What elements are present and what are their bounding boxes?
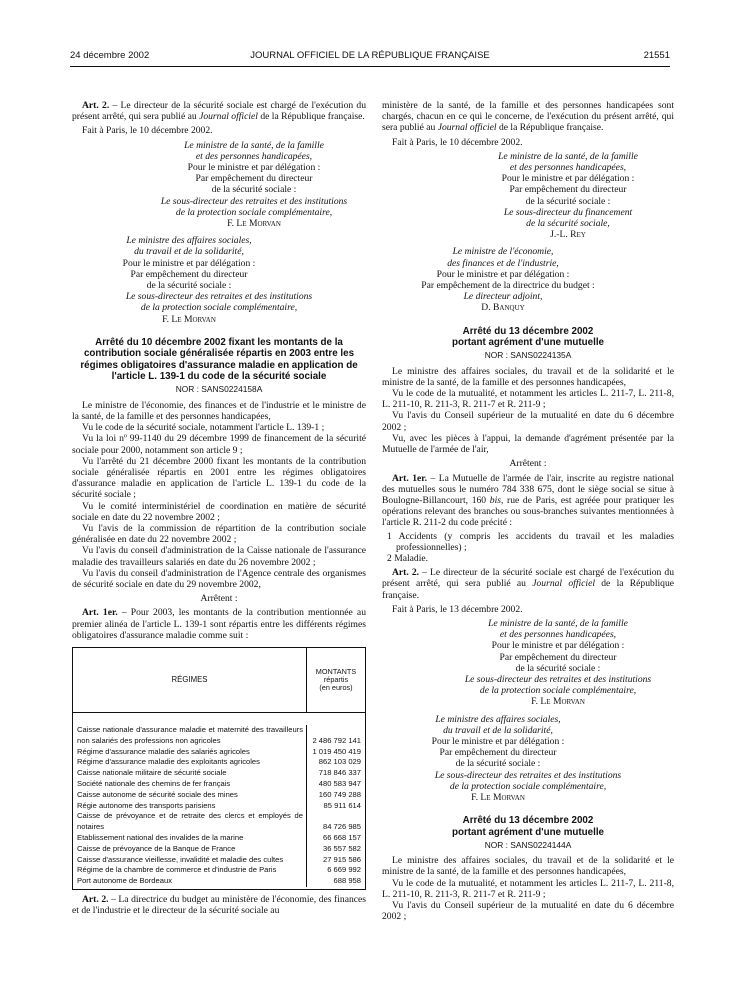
signature-line: de la sécurité sociale : (146, 280, 232, 292)
signature-line: Le sous-directeur des retraites et des institutions (125, 291, 313, 303)
signature-line: Le ministre de l'économie, (452, 246, 554, 258)
article-label: Art. 2. (82, 893, 109, 905)
signature-line: Le sous-directeur des retraites et des institutions (434, 769, 622, 781)
regime-amount: 85 911 614 (323, 800, 361, 810)
nor-reference: NOR : SANS0224158A (175, 384, 263, 395)
signature-line: Pour le ministre et par délégation : (491, 640, 625, 652)
regime-label: Caisse d'assurance vieillesse, invalidité et maladie des cultes (73, 855, 307, 866)
arrete-title: Arrêté du 13 décembre 2002 (462, 815, 594, 827)
header-date: 24 décembre 2002 (70, 50, 150, 61)
preamble-paragraph: Vu l'avis du conseil d'administration de la Caisse nationale de l'assurance maladie des travailleurs salariés en date du 26 novembre 2002 ; (72, 545, 366, 568)
column-header-line: répartis (323, 674, 349, 684)
signatory-name: D. Banquy (481, 302, 525, 314)
preamble-paragraph: Vu l'avis de la commission de répartition de la contribution sociale généralisée en date du 22 novembre 2002 ; (72, 522, 366, 546)
article-1-paragraph (72, 607, 366, 641)
signature-line: de la sécurité sociale : (211, 184, 297, 196)
table-row (73, 876, 365, 887)
regime-label: Régime d'assurance maladie des salariés agricoles (73, 747, 307, 758)
article-text: – Le directeur de la sécurité sociale est chargé de l'exécution du présent arrêté, qui sera publié au (382, 567, 674, 590)
signing-date: Fait à Paris, le 10 décembre 2002. (82, 125, 213, 137)
arretent-heading: Arrêtent : (509, 458, 547, 470)
preamble-paragraph: Vu le comité interministériel de coordination en matière de sécurité sociale en date du 22 novembre 2002 ; (72, 500, 366, 523)
signature-line: de la protection sociale complémentaire, (140, 302, 298, 314)
header-journal-title: JOURNAL OFFICIEL DE LA RÉPUBLIQUE FRANÇAISE (250, 50, 490, 61)
regime-amount: 2 486 792 141 (312, 735, 361, 745)
article-label: Art. 2. (392, 567, 420, 579)
signature-line: de la protection sociale complémentaire, (479, 685, 637, 697)
article-text: bis (489, 494, 501, 506)
article-1-paragraph (382, 473, 674, 529)
preamble (382, 366, 674, 456)
preamble-paragraph: Le ministre de l'économie, des finances et de l'industrie et le ministre de la santé, de la famille et des personnes handicapées, (72, 399, 366, 422)
preamble-paragraph: Vu la loi nº 99-1140 du 29 décembre 1999 de financement de la sécurité sociale pour 2000, notamment son article 9 ; (72, 433, 366, 456)
regime-amount: 84 726 985 (322, 822, 361, 832)
journal-ref: Journal officiel (532, 578, 595, 590)
right-column (382, 100, 674, 922)
preamble (72, 400, 366, 590)
regime-amount: 27 915 586 (322, 854, 361, 864)
article-text: de la République française. (257, 111, 365, 123)
signature-line: de la sécurité sociale : (525, 195, 611, 207)
article-label: Art. 2. (82, 100, 110, 111)
table-row (73, 833, 365, 844)
column-header-line: MONTANTS (315, 666, 357, 676)
table-row (73, 725, 365, 747)
table-row (73, 865, 365, 876)
signature-line: Le sous-directeur des retraites et des institutions (160, 195, 348, 207)
arrete-title: portant agrément d'une mutuelle (451, 337, 605, 349)
regime-label: Caisse nationale militaire de sécurité sociale (73, 768, 307, 779)
arrete-title: Arrêté du 10 décembre 2002 fixant les montants de la contribution sociale généralisée répartis en 2003 entre les régimes obligatoires d'assurance maladie en application de l'article L. 139-1 du code de la sécurité sociale (80, 336, 358, 383)
article-text: de la République française. (496, 122, 604, 134)
signature-line: Par empêchement du directeur (499, 651, 617, 663)
journal-ref: Journal officiel (437, 122, 497, 134)
column-header-montants (307, 648, 365, 712)
preamble-paragraph: Vu le code de la sécurité sociale, notamment l'article L. 139-1 ; (82, 422, 325, 434)
nor-reference: NOR : SANS0224135A (484, 350, 572, 361)
preamble-paragraph: Vu l'arrêté du 21 décembre 2000 fixant les montants de la contribution sociale généralisée répartis en 2001 entre les régimes obligatoires d'assurance maladie en application de l'article L. 139-1 du code de la sécurité sociale ; (72, 455, 366, 501)
signature-line: Le ministre de la santé, de la famille (488, 617, 628, 629)
preamble-paragraph: Vu l'avis du conseil d'administration de l'Agence centrale des organismes de sécurité sociale en date du 29 novembre 2002, (72, 567, 366, 590)
signature-line: Par empêchement de la directrice du budget : (421, 280, 595, 292)
signature-line: Par empêchement du directeur (195, 173, 313, 185)
signature-line: de la protection sociale complémentaire, (449, 780, 607, 792)
signature-line: du travail et de la solidarité, (443, 724, 553, 736)
regime-label: Port autonome de Bordeaux (73, 876, 307, 887)
signature-line: Le directeur adjoint, (463, 291, 543, 303)
article-text: – La Mutuelle de l'armée de l'air, inscrite au registre national des mutuelles sous le numéro 784 338 675, dont le siège social se situe à Boulogne-Billancourt, 160 (382, 472, 674, 506)
signature-line: et des personnes handicapées, (499, 629, 617, 641)
signature-block (382, 714, 674, 770)
regime-amount: 862 103 029 (318, 757, 361, 767)
signature-line: Le ministre des affaires sociales, (126, 235, 252, 247)
table-row (73, 757, 365, 768)
signature-block (72, 291, 366, 325)
signature-line: de la sécurité sociale : (455, 758, 541, 770)
signature-line: et des personnes handicapées, (195, 150, 313, 162)
signature-block (382, 618, 674, 708)
arretent-heading: Arrêtent : (200, 593, 238, 605)
table-row (73, 801, 365, 812)
nor-reference: NOR : SANS0224144A (484, 840, 572, 850)
regime-label: Société nationale des chemins de fer français (73, 779, 307, 790)
signing-date: Fait à Paris, le 13 décembre 2002. (392, 603, 523, 615)
preamble-paragraph: Vu le code de la mutualité, et notamment les articles L. 211-7, L. 211-8, L. 211-10, R. 211-3, R. 211-7 et R. 211-9 ; (382, 388, 674, 411)
signature-line: Le sous-directeur du financement (503, 206, 633, 218)
signature-block (382, 246, 674, 280)
preamble (382, 855, 674, 922)
signature-line: de la sécurité sociale : (515, 662, 601, 674)
table-row (73, 844, 365, 855)
article-text: – La directrice du budget au ministère de l'économie, des finances et de l'industrie et le directeur de la sécurité sociale au (72, 893, 366, 917)
regime-label: Régime d'assurance maladie des exploitants agricoles (73, 757, 307, 768)
article-label: Art. 1er. (392, 472, 428, 484)
article-text: , rue de Paris, est agréée pour pratiquer les opérations relevant des branches ou sous-branches suivantes mentionnées à l'article R. 211-2 du code précité : (382, 494, 674, 529)
left-column (72, 100, 366, 916)
signature-line: Par empêchement du directeur (509, 184, 627, 196)
article-label: Art. 1er. (82, 607, 118, 619)
regime-label: Caisse de prévoyance et de retraite des clercs et employés de notaires (73, 811, 307, 833)
article-2-paragraph (72, 894, 366, 916)
header-rule (70, 66, 670, 67)
table-row (73, 747, 365, 758)
regime-label: Caisse nationale d'assurance maladie et maternité des travailleurs non salariés des professions non agricoles (73, 725, 307, 747)
signature-line: Pour le ministre et par délégation : (431, 735, 565, 747)
regime-label: Régie autonome des transports parisiens (73, 801, 307, 812)
list-item: 1 Accidents (y compris les accidents du travail et les maladies professionnelles) ; (387, 530, 674, 553)
regime-amount: 1 019 450 419 (312, 746, 361, 756)
table-row (73, 790, 365, 801)
signature-block (72, 235, 366, 291)
signature-line: Le ministre de la santé, de la famille (184, 139, 324, 151)
regime-amount: 480 583 947 (318, 778, 361, 788)
column-header-regimes: RÉGIMES (73, 648, 307, 712)
article-2-paragraph (382, 567, 674, 601)
signatory-name: F. Le Morvan (471, 791, 525, 803)
signature-line: et des personnes handicapées, (509, 162, 627, 174)
signature-block (382, 280, 674, 314)
preamble-paragraph: Vu l'avis du Conseil supérieur de la mutualité en date du 6 décembre 2002 ; (382, 900, 674, 923)
article-2-paragraph (72, 100, 366, 122)
article-text: ministère de la santé, de la famille et des personnes handicapées sont chargés, chacun en ce qui le concerne, de l'exécution du présent arrêté, qui sera publié au (382, 100, 674, 134)
preamble-paragraph: Vu, avec les pièces à l'appui, la demande d'agrément présentée par la Mutuelle de l'armée de l'air, (382, 432, 674, 456)
table-row (73, 855, 365, 866)
table-header (73, 648, 365, 713)
continued-paragraph (382, 100, 674, 134)
signature-block (382, 151, 674, 241)
branch-list (382, 531, 674, 565)
regime-amount: 160 749 288 (318, 789, 361, 799)
article-text: de la République française. (382, 578, 674, 601)
table-row (73, 768, 365, 779)
arrete-title: portant agrément d'une mutuelle (451, 826, 605, 838)
preamble-paragraph: Le ministre des affaires sociales, du travail et de la solidarité et le ministre de la santé, de la famille et des personnes handicapées, (382, 365, 674, 388)
column-header-line: (en euros) (319, 683, 353, 693)
list-item: 2 Maladie. (387, 552, 429, 564)
regime-amount: 36 557 582 (322, 843, 361, 853)
signature-line: Le ministre des affaires sociales, (435, 713, 561, 725)
regime-label: Caisse de prévoyance de la Banque de France (73, 844, 307, 855)
signature-line: Pour le ministre et par délégation : (187, 162, 321, 174)
signature-line: Le sous-directeur des retraites et des institutions (464, 673, 652, 685)
allocation-table (72, 647, 366, 890)
signature-block (72, 140, 366, 230)
journal-ref: Journal officiel (199, 111, 258, 123)
preamble-paragraph: Le ministre des affaires sociales, du travail et de la solidarité et le ministre de la santé, de la famille et des personnes handicapées, (382, 855, 674, 878)
signature-block (382, 770, 674, 804)
page-header (70, 50, 670, 64)
header-page-number: 21551 (643, 50, 670, 61)
regime-label: Caisse autonome de sécurité sociale des mines (73, 790, 307, 801)
signature-line: Pour le ministre et par délégation : (436, 268, 570, 280)
regime-amount: 688 958 (333, 876, 361, 886)
regime-amount: 718 846 337 (318, 768, 361, 778)
signatory-name: F. Le Morvan (162, 313, 216, 325)
table-row (73, 779, 365, 790)
regime-label: Régime de la chambre de commerce et d'industrie de Paris (73, 865, 307, 876)
table-row (73, 811, 365, 833)
signature-line: de la sécurité sociale, (526, 218, 610, 230)
signatory-name: F. Le Morvan (531, 696, 585, 708)
regime-amount: 6 669 992 (327, 865, 361, 875)
signing-date: Fait à Paris, le 10 décembre 2002. (392, 136, 523, 148)
regime-label: Etablissement national des invalides de la marine (73, 833, 307, 844)
preamble-paragraph: Vu le code de la mutualité, et notamment les articles L. 211-7, L. 211-8, L. 211-10, R. 211-3, R. 211-7 et R. 211-9 ; (382, 877, 674, 900)
signature-line: Pour le ministre et par délégation : (122, 257, 256, 269)
signature-line: Par empêchement du directeur (439, 747, 557, 759)
signature-line: des finances et de l'industrie, (447, 257, 559, 269)
signature-line: Par empêchement du directeur (130, 268, 248, 280)
signature-line: Le ministre de la santé, de la famille (498, 150, 638, 162)
regime-amount: 66 668 157 (322, 832, 361, 842)
preamble-paragraph: Vu l'avis du Conseil supérieur de la mutualité en date du 6 décembre 2002 ; (382, 410, 674, 433)
article-text: – Pour 2003, les montants de la contribution mentionnée au premier alinéa de l'article L. 139-1 sont répartis entre les différents régimes obligatoires d'assurance maladie comme suit : (72, 607, 366, 641)
table-body (73, 713, 365, 889)
signatory-name: J.-L. Rey (550, 229, 586, 241)
signature-line: Pour le ministre et par délégation : (501, 173, 635, 185)
signatory-name: F. Le Morvan (227, 218, 281, 230)
signature-line: du travail et de la solidarité, (134, 246, 244, 258)
signature-line: de la protection sociale complémentaire, (175, 206, 333, 218)
article-text: – Le directeur de la sécurité sociale est chargé de l'exécution du présent arrêté, qui sera publié au (72, 100, 367, 123)
arrete-title: Arrêté du 13 décembre 2002 (462, 325, 594, 337)
